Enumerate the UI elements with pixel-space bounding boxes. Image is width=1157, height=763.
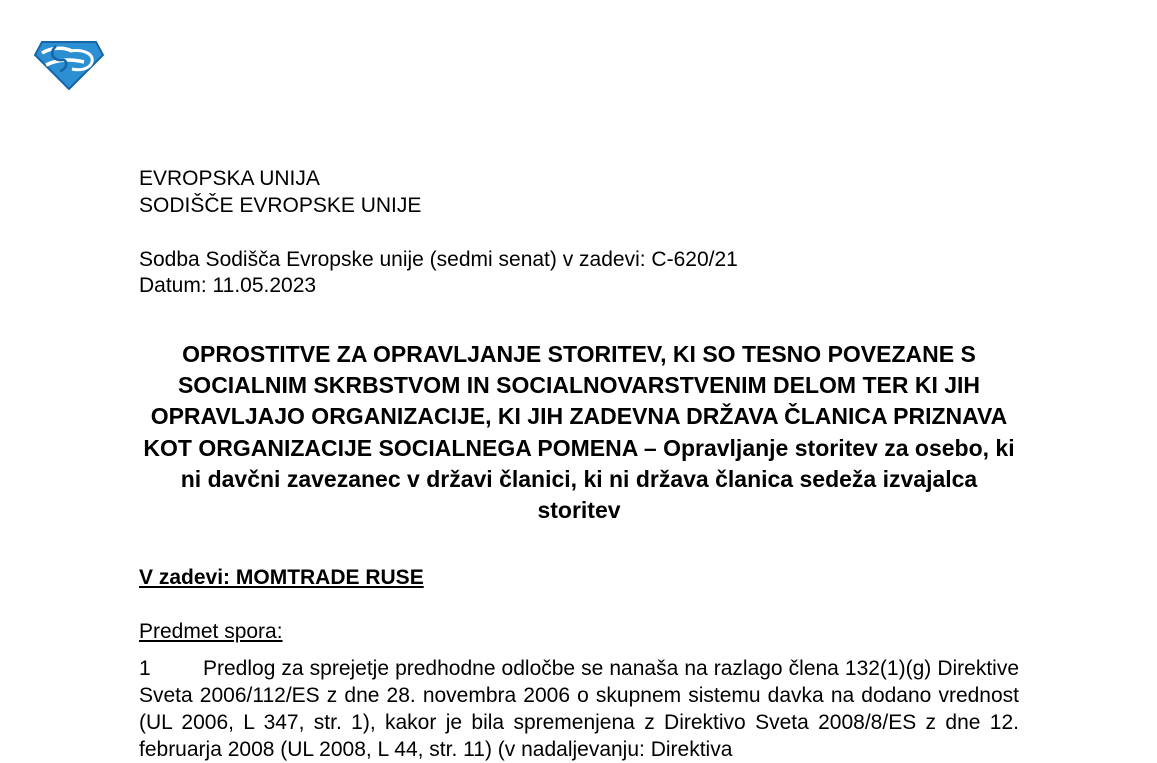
case-subject: V zadevi: MOMTRADE RUSE bbox=[139, 566, 424, 589]
court-emblem-icon bbox=[34, 38, 104, 90]
header-line-1: EVROPSKA UNIJA bbox=[139, 167, 320, 190]
paragraph-text: Predlog za sprejetje predhodne odločbe se nanaša na razlago člena 132(1)(g) Direktive Sveta 2006/112/ES z dne 28. novembra 2006 o skupnem sistemu davka na dodano vrednost (UL 2006, L 347, str. 1), kakor je bila spremenjena z Direktivo Sveta 2008/8/ES z dne 12. februarja 2008 (UL 2008, L 44, str. 11) (v nadaljevanju: Direktiva bbox=[139, 657, 1019, 761]
judgment-reference: Sodba Sodišča Evropske unije (sedmi senat) v zadevi: C-620/21 bbox=[139, 248, 738, 271]
paragraph-1 bbox=[139, 655, 1019, 763]
paragraph-number: 1 bbox=[139, 657, 151, 680]
section-heading: Predmet spora: bbox=[139, 620, 283, 643]
judgment-date: Datum: 11.05.2023 bbox=[139, 274, 317, 297]
header-line-2: SODIŠČE EVROPSKE UNIJE bbox=[139, 194, 422, 217]
document-title: OPROSTITVE ZA OPRAVLJANJE STORITEV, KI SO TESNO POVEZANE S SOCIALNIM SKRBSTVOM IN SOCIALNOVARSTVENIM DELOM TER KI JIH OPRAVLJAJO ORGANIZACIJE, KI JIH ZADEVNA DRŽAVA ČLANICA PRIZNAVA KOT ORGANIZACIJE SOCIALNEGA POMENA – Opravljanje storitev za osebo, ki ni davčni zavezanec v državi članici, ki ni država članica sedeža izvajalca storitev bbox=[143, 341, 1015, 524]
